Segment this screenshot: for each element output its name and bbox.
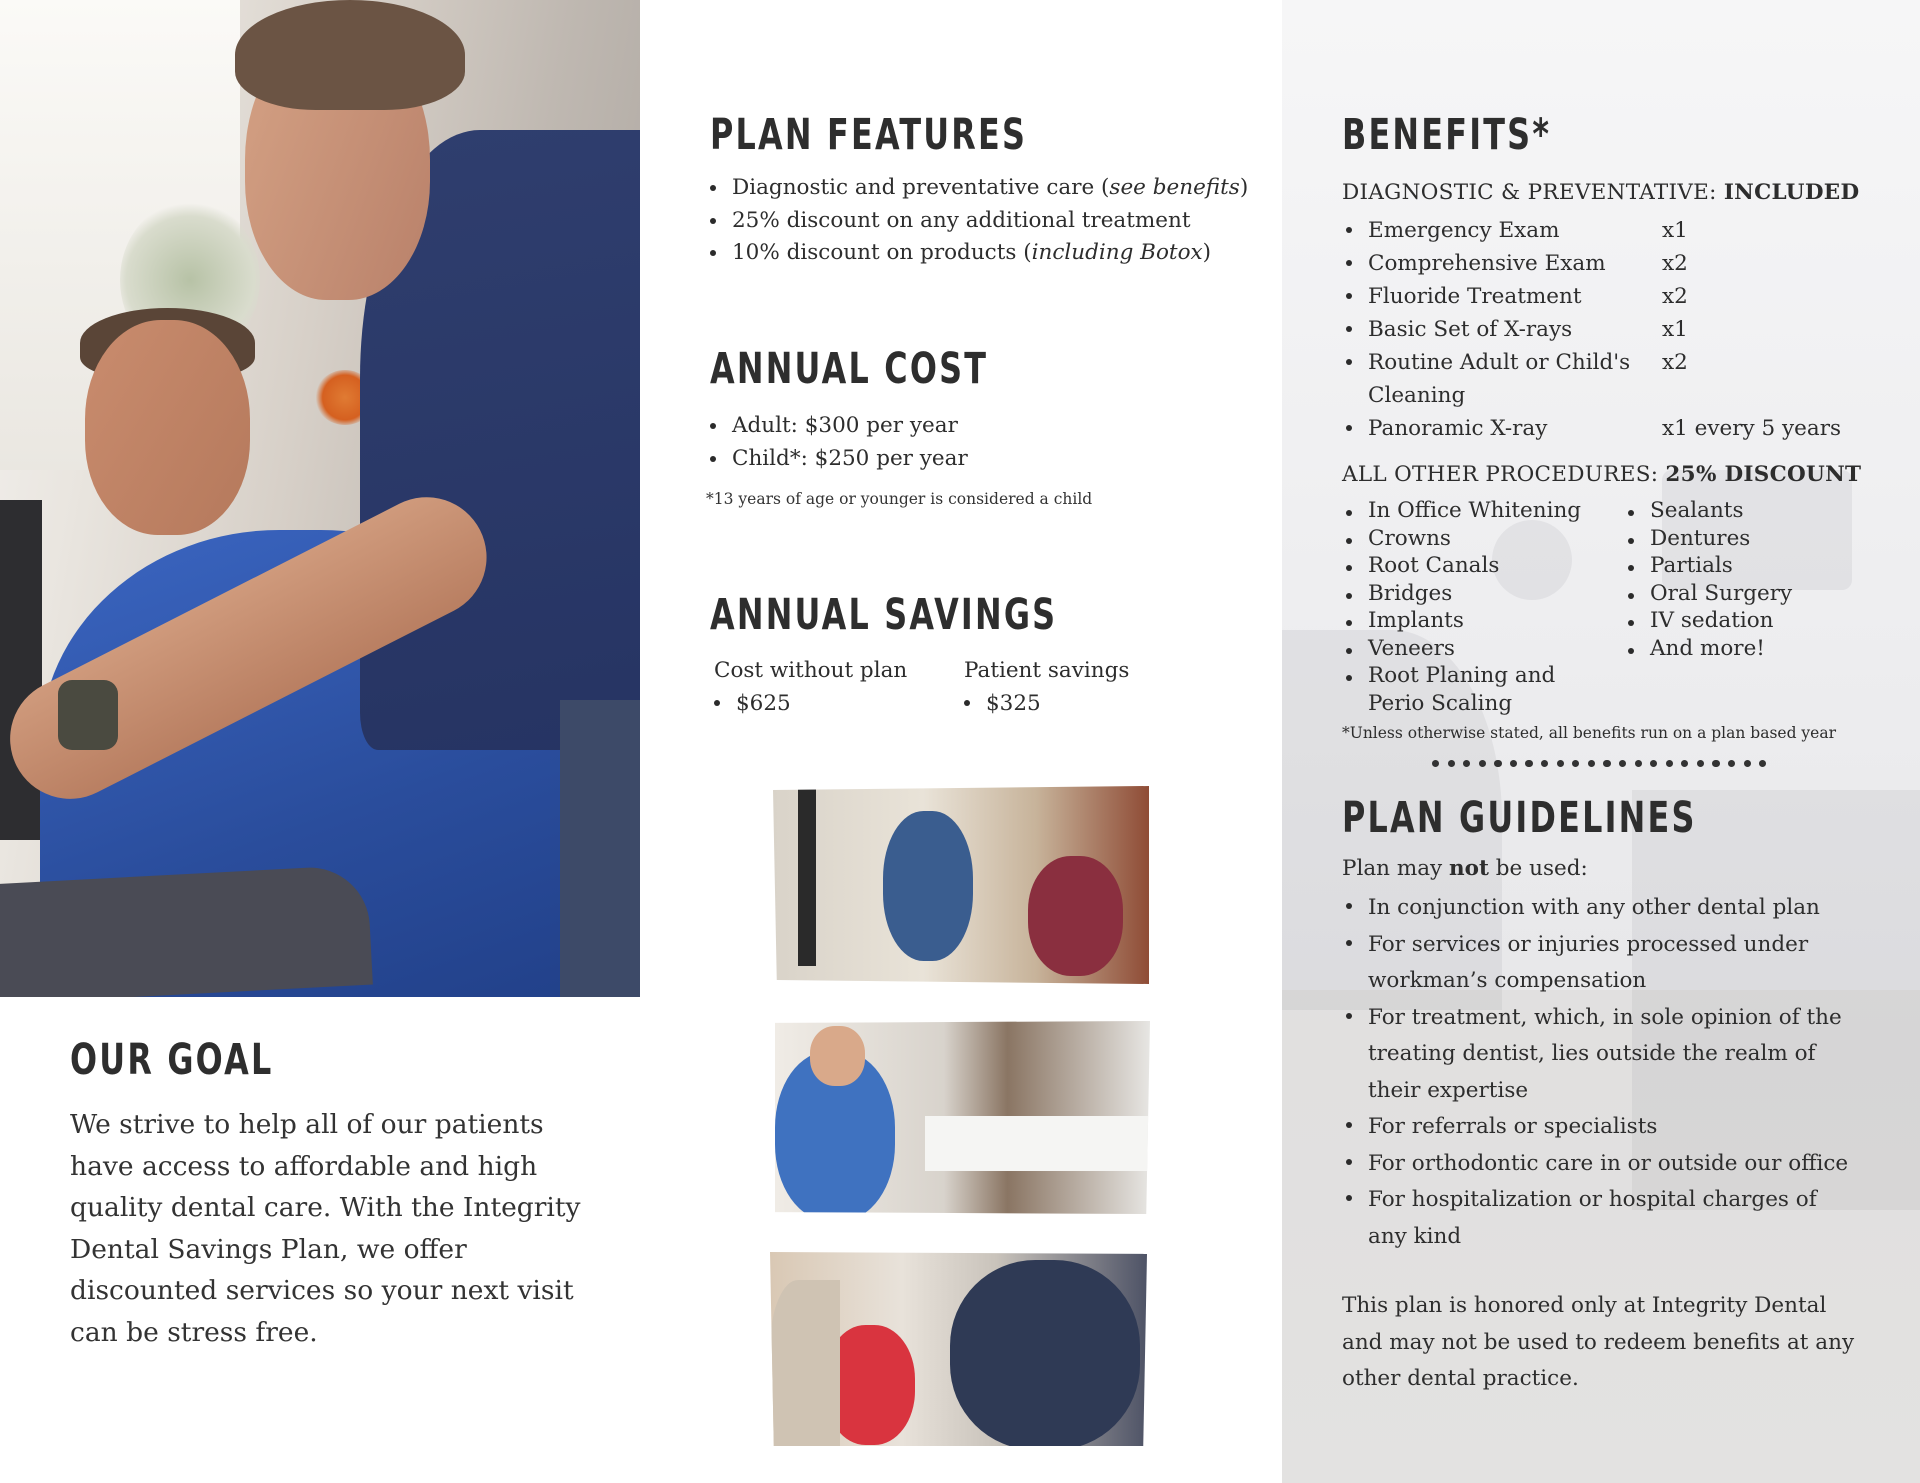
goal-text: We strive to help all of our patients have access to affordable and high quality dental care. With the Integrity Dental Savings Plan, we offer discounted services so your next visit can be stress free.: [70, 1109, 581, 1348]
annual-cost-heading: ANNUAL COST: [710, 344, 989, 394]
list-item: 25% discount on any additional treatment: [706, 205, 1248, 238]
plan-guidelines-heading: PLAN GUIDELINES: [1342, 793, 1697, 843]
list-item: Oral Surgery: [1624, 580, 1874, 608]
list-item: Sealants: [1624, 497, 1874, 525]
plan-features-list: [706, 172, 1248, 270]
hero-photo: [0, 0, 640, 997]
diagnostic-benefits-list: [1342, 214, 1882, 445]
list-item: Panoramic X-ray x1 every 5 years: [1342, 412, 1882, 445]
list-item: Basic Set of X-rays x1: [1342, 313, 1882, 346]
list-item: 10% discount on products (including Botox): [706, 237, 1248, 270]
list-item: Bridges: [1342, 580, 1612, 608]
list-item: Crowns: [1342, 525, 1612, 553]
list-item: Diagnostic and preventative care (see benefits): [706, 172, 1248, 205]
list-item: For orthodontic care in or outside our office: [1342, 1146, 1862, 1183]
benefits-heading: BENEFITS*: [1342, 110, 1552, 160]
photo-high-five: [770, 1250, 1147, 1446]
list-item: Root Planing and Perio Scaling: [1342, 662, 1558, 717]
list-item: For services or injuries processed under workman’s compensation: [1342, 927, 1862, 1000]
list-item: Veneers: [1342, 635, 1612, 663]
list-item: For referrals or specialists: [1342, 1109, 1862, 1146]
list-item: Implants: [1342, 607, 1612, 635]
child-age-note: *13 years of age or younger is considered a child: [706, 490, 1093, 508]
list-item: Emergency Exam x1: [1342, 214, 1882, 247]
list-item: In conjunction with any other dental plan: [1342, 890, 1862, 927]
other-procedures-heading: ALL OTHER PROCEDURES: 25% DISCOUNT: [1342, 462, 1862, 487]
honored-only-note: This plan is honored only at Integrity Dental and may not be used to redeem benefits at any other dental practice.: [1342, 1293, 1855, 1391]
plan-year-note: *Unless otherwise stated, all benefits run on a plan based year: [1342, 724, 1837, 742]
list-item: Adult: $300 per year: [706, 410, 968, 443]
plan-features-heading: PLAN FEATURES: [710, 110, 1028, 160]
list-item: For treatment, which, in sole opinion of the treating dentist, lies outside the realm of their expertise: [1342, 1000, 1862, 1110]
goal-heading: OUR GOAL: [70, 1035, 274, 1085]
list-item: Partials: [1624, 552, 1874, 580]
list-item: Routine Adult or Child's Cleaning x2: [1342, 346, 1882, 412]
patient-savings-value: $325: [960, 687, 1129, 720]
dotted-divider: [1432, 760, 1766, 767]
list-item: Root Canals: [1342, 552, 1612, 580]
annual-savings-heading: ANNUAL SAVINGS: [710, 590, 1058, 640]
procedures-list-right: [1624, 497, 1874, 662]
patient-savings-label: Patient savings: [964, 658, 1130, 683]
cost-without-plan-value: $625: [710, 687, 907, 720]
photo-dentist-with-teen: [773, 786, 1149, 984]
diagnostic-heading: DIAGNOSTIC & PREVENTATIVE: INCLUDED: [1342, 180, 1860, 205]
list-item: Child*: $250 per year: [706, 443, 968, 476]
guidelines-intro: Plan may not be used:: [1342, 856, 1588, 881]
list-item: And more!: [1624, 635, 1874, 663]
guidelines-list: [1342, 890, 1862, 1255]
patient-savings: [964, 654, 1129, 720]
list-item: In Office Whitening: [1342, 497, 1612, 525]
procedures-list-left: [1342, 497, 1612, 717]
cost-without-plan-label: Cost without plan: [714, 658, 908, 683]
photo-hygienist: [775, 1021, 1150, 1214]
cost-without-plan: [714, 654, 907, 720]
list-item: Dentures: [1624, 525, 1874, 553]
list-item: For hospitalization or hospital charges of any kind: [1342, 1182, 1862, 1255]
list-item: Comprehensive Exam x2: [1342, 247, 1882, 280]
annual-cost-list: [706, 410, 968, 475]
list-item: IV sedation: [1624, 607, 1874, 635]
list-item: Fluoride Treatment x2: [1342, 280, 1882, 313]
